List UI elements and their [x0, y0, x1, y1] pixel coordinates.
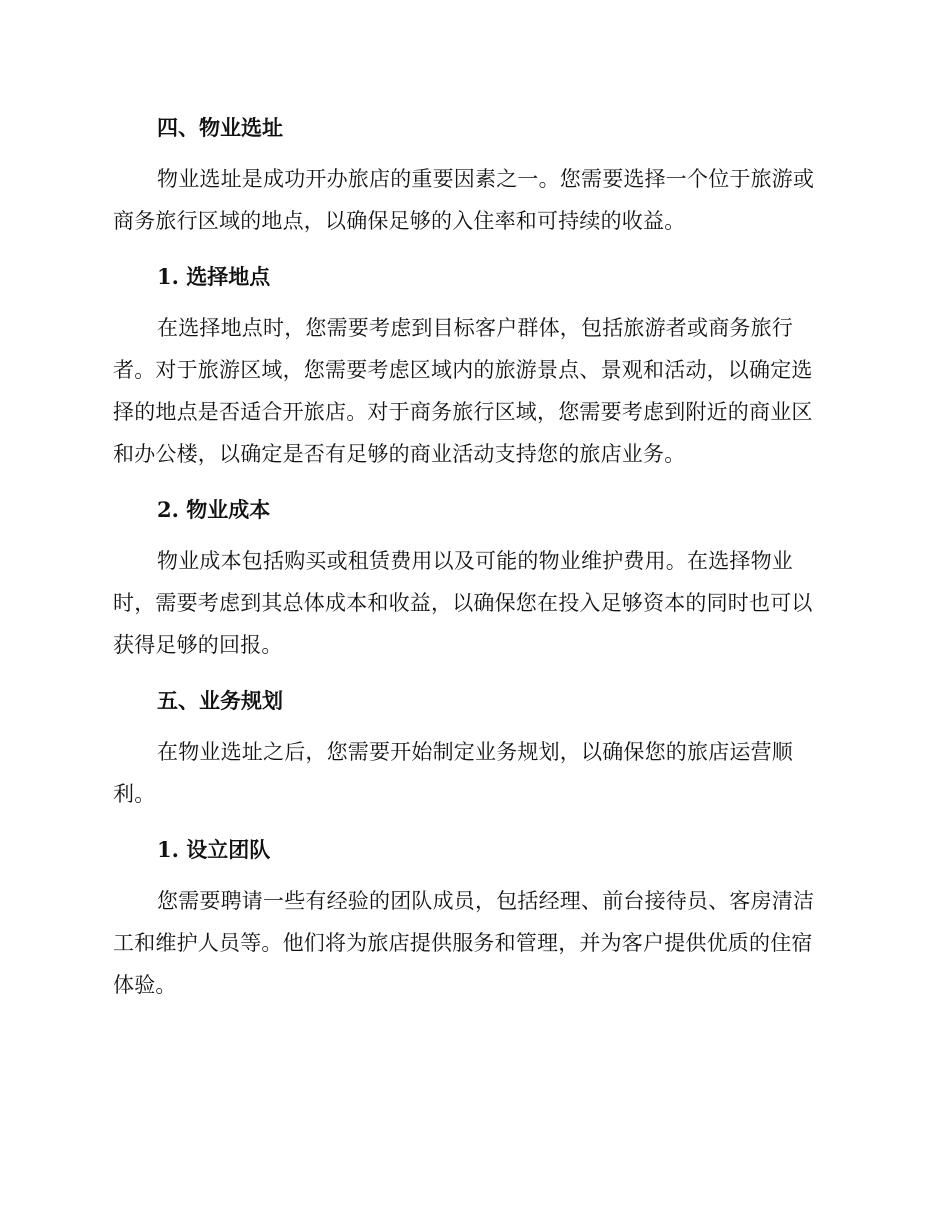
- paragraph-property-cost: 物业成本包括购买或租赁费用以及可能的物业维护费用。在选择物业时，需要考虑到其总体成本和收益，以确保您在投入足够资本的同时也可以获得足够的回报。: [113, 549, 813, 657]
- subheading-property-cost: 2. 物业成本: [157, 497, 271, 522]
- paragraph-choose-location: 在选择地点时，您需要考虑到目标客户群体，包括旅游者或商务旅行者。对于旅游区域，您需要考虑区域内的旅游景点、景观和活动，以确定选择的地点是否适合开旅店。对于商务旅行区域，您需要考虑到附近的商业区和办公楼，以确定是否有足够的商业活动支持您的旅店业务。: [113, 316, 813, 466]
- section-heading-business-planning: 五、业务规划: [157, 688, 283, 713]
- paragraph-build-team: 您需要聘请一些有经验的团队成员，包括经理、前台接待员、客房清洁工和维护人员等。他们将为旅店提供服务和管理，并为客户提供优质的住宿体验。: [113, 889, 815, 997]
- subheading-build-team: 1. 设立团队: [157, 837, 271, 862]
- paragraph-property-location-intro: 物业选址是成功开办旅店的重要因素之一。您需要选择一个位于旅游或商务旅行区域的地点，以确保足够的入住率和可持续的收益。: [113, 167, 815, 233]
- document-body: [113, 108, 831, 1021]
- section-heading-property-location: 四、物业选址: [157, 115, 283, 140]
- subheading-choose-location: 1. 选择地点: [157, 264, 271, 289]
- paragraph-business-planning-intro: 在物业选址之后，您需要开始制定业务规划，以确保您的旅店运营顺利。: [113, 740, 793, 806]
